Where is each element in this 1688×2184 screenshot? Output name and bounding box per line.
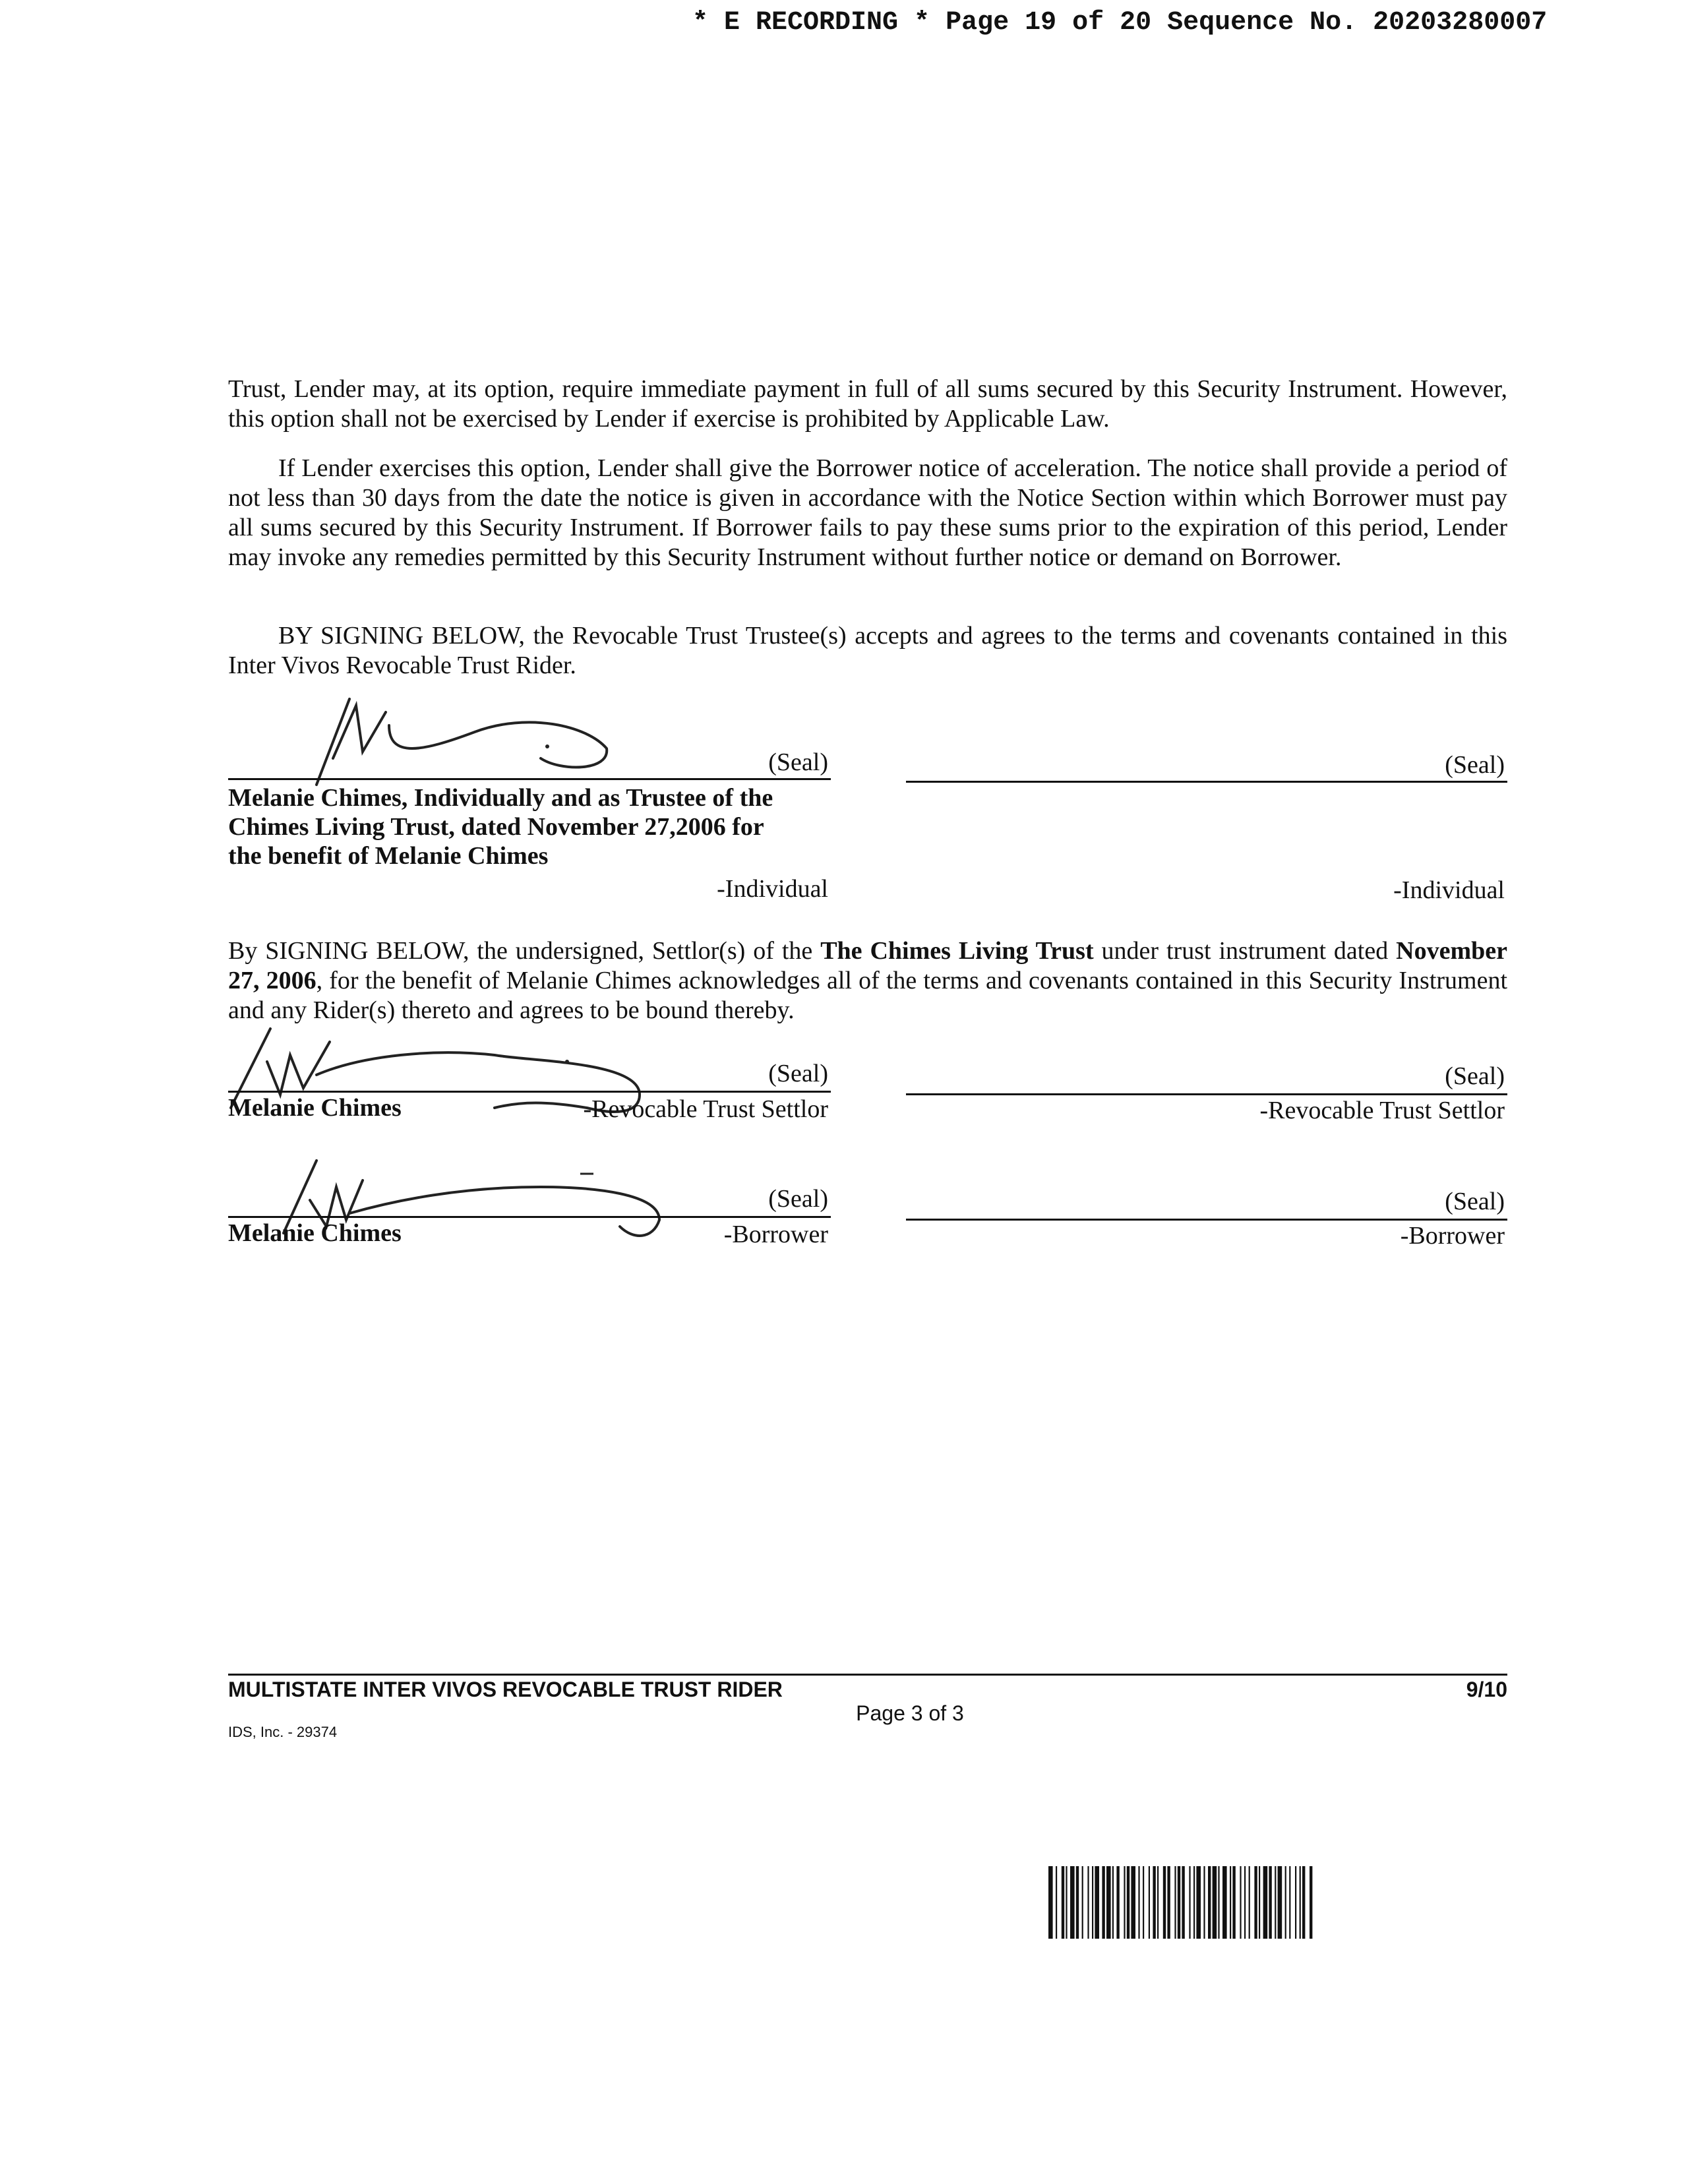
vendor-id: IDS, Inc. - 29374 [228,1724,338,1740]
borrower-signature-line-right [906,1219,1507,1221]
barcode-bar [1208,1866,1211,1939]
barcode-bar [1182,1866,1184,1939]
barcode-bar [1070,1866,1075,1939]
barcode-bar [1048,1866,1053,1939]
barcode-graphic [1048,1866,1503,1939]
borrower-role-left: -Borrower [723,1221,828,1248]
barcode-bar [1131,1866,1135,1939]
barcode-bar [1095,1866,1099,1939]
barcode-bar [1106,1866,1111,1939]
barcode-bar [1087,1866,1089,1939]
barcode-bar [1153,1866,1155,1939]
barcode-bar [1289,1866,1290,1939]
barcode-bar [1143,1866,1144,1939]
trustee-signature-line-right [906,781,1507,783]
barcode-bar [1302,1866,1305,1939]
barcode-bar [1244,1866,1246,1939]
seal-label-borrower-right: (Seal) [1445,1188,1505,1215]
seal-label-trustee-left: (Seal) [768,748,828,776]
barcode-bar [1193,1866,1195,1939]
barcode-bar [1116,1866,1119,1939]
seal-label-settlor-right: (Seal) [1445,1062,1505,1090]
barcode-bar [1213,1866,1217,1939]
barcode-bar [1102,1866,1104,1939]
borrower-signature-line-left [228,1216,831,1218]
barcode-bar [1082,1866,1083,1939]
barcode-bar [1263,1866,1268,1939]
settlor-signature-line-left [228,1091,831,1093]
barcode-bar [1062,1866,1064,1939]
settlor-name: Melanie Chimes [228,1094,402,1122]
recording-stamp: * E RECORDING * Page 19 of 20 Sequence No. 20203280007 [692,8,1548,38]
form-title: MULTISTATE INTER VIVOS REVOCABLE TRUST RIDER [228,1678,783,1701]
barcode-bar [1112,1866,1114,1939]
barcode-bar [1269,1866,1271,1939]
trustee-name-line3: the benefit of Melanie Chimes [228,842,549,870]
paragraph-acceleration-option: Trust, Lender may, at its option, require immediate payment in full of all sums secured by this Security Instrument. However, this option shall not be exercised by Lender if exercise is prohibited by Applicable Law. [228,375,1507,433]
paragraph-acceleration-notice: If Lender exercises this option, Lender shall give the Borrower notice of acceleration. The notice shall provide a period of not less than 30 days from the date the notice is given in accordance with the Notice Section within which Borrower must pay all sums secured by this Security Instrument. If Borrower fails to pay these sums prior to the expiration of this period, Lender may invoke any remedies permitted by this Security Instrument without further notice or demand on Borrower. [228,454,1507,571]
trustee-name-line1: Melanie Chimes, Individually and as Trustee of the [228,784,773,812]
barcode-bar [1066,1866,1067,1939]
barcode-bar [1249,1866,1250,1939]
barcode-bar [1124,1866,1125,1939]
barcode-bar [1259,1866,1260,1939]
barcode-bar [1254,1866,1257,1939]
barcode-bar [1076,1866,1079,1939]
trustee-name-line2: Chimes Living Trust, dated November 27,2006 for [228,813,764,841]
barcode-bar [1218,1866,1219,1939]
seal-label-borrower-left: (Seal) [768,1185,828,1213]
footer-rule [228,1674,1507,1676]
barcode-bar [1157,1866,1159,1939]
trustee-role-right: -Individual [1393,876,1505,904]
paragraph-trustee-acceptance: BY SIGNING BELOW, the Revocable Trust Trustee(s) accepts and agrees to the terms and covenants contained in this Inter Vivos Revocable Trust Rider. [228,622,1507,679]
barcode-bar [1278,1866,1282,1939]
barcode-bar [1232,1866,1235,1939]
barcode-bar [1167,1866,1170,1939]
barcode-bar [1230,1866,1231,1939]
trust-date: November 27, 2006 [228,937,1507,994]
settlor-role-right: -Revocable Trust Settlor [1259,1097,1505,1124]
barcode-bar [1138,1866,1139,1939]
barcode-bar [1222,1866,1227,1939]
barcode-bar [1310,1866,1312,1939]
barcode-bar [1275,1866,1276,1939]
barcode-bar [1196,1866,1201,1939]
borrower-name: Melanie Chimes [228,1219,402,1247]
settlor-text-part2: under trust instrument dated [1093,937,1397,965]
settlor-text-part3: , for the benefit of Melanie Chimes acknowledges all of the terms and covenants contained in this Security Instrument and any Rider(s) thereto and agrees to be bound thereby. [228,967,1508,1024]
barcode-bar [1240,1866,1241,1939]
page-number: Page 3 of 3 [856,1701,964,1725]
trustee-role-left: -Individual [717,875,828,903]
borrower-role-right: -Borrower [1400,1222,1505,1250]
settlor-text-part1: By SIGNING BELOW, the undersigned, Settlor(s) of the [228,937,821,965]
barcode-bar [1149,1866,1150,1939]
barcode-bar [1300,1866,1301,1939]
barcode-bar [1285,1866,1286,1939]
barcode-bar [1178,1866,1180,1939]
seal-label-trustee-right: (Seal) [1445,751,1505,779]
barcode-bar [1189,1866,1190,1939]
trustee-signature-line-left [228,778,831,780]
settlor-role-left: -Revocable Trust Settlor [583,1095,828,1123]
barcode-bar [1295,1866,1296,1939]
barcode-bar [1092,1866,1093,1939]
trust-name: The Chimes Living Trust [820,937,1094,965]
form-version: 9/10 [1466,1678,1507,1701]
settlor-signature-line-right [906,1093,1507,1095]
paragraph-settlor-acknowledgement [228,936,1507,1025]
barcode-bar [1174,1866,1176,1939]
barcode-bar [1163,1866,1166,1939]
barcode-bar [1056,1866,1057,1939]
seal-label-settlor-left: (Seal) [768,1060,828,1087]
barcode-bar [1203,1866,1205,1939]
barcode-bar [1127,1866,1130,1939]
